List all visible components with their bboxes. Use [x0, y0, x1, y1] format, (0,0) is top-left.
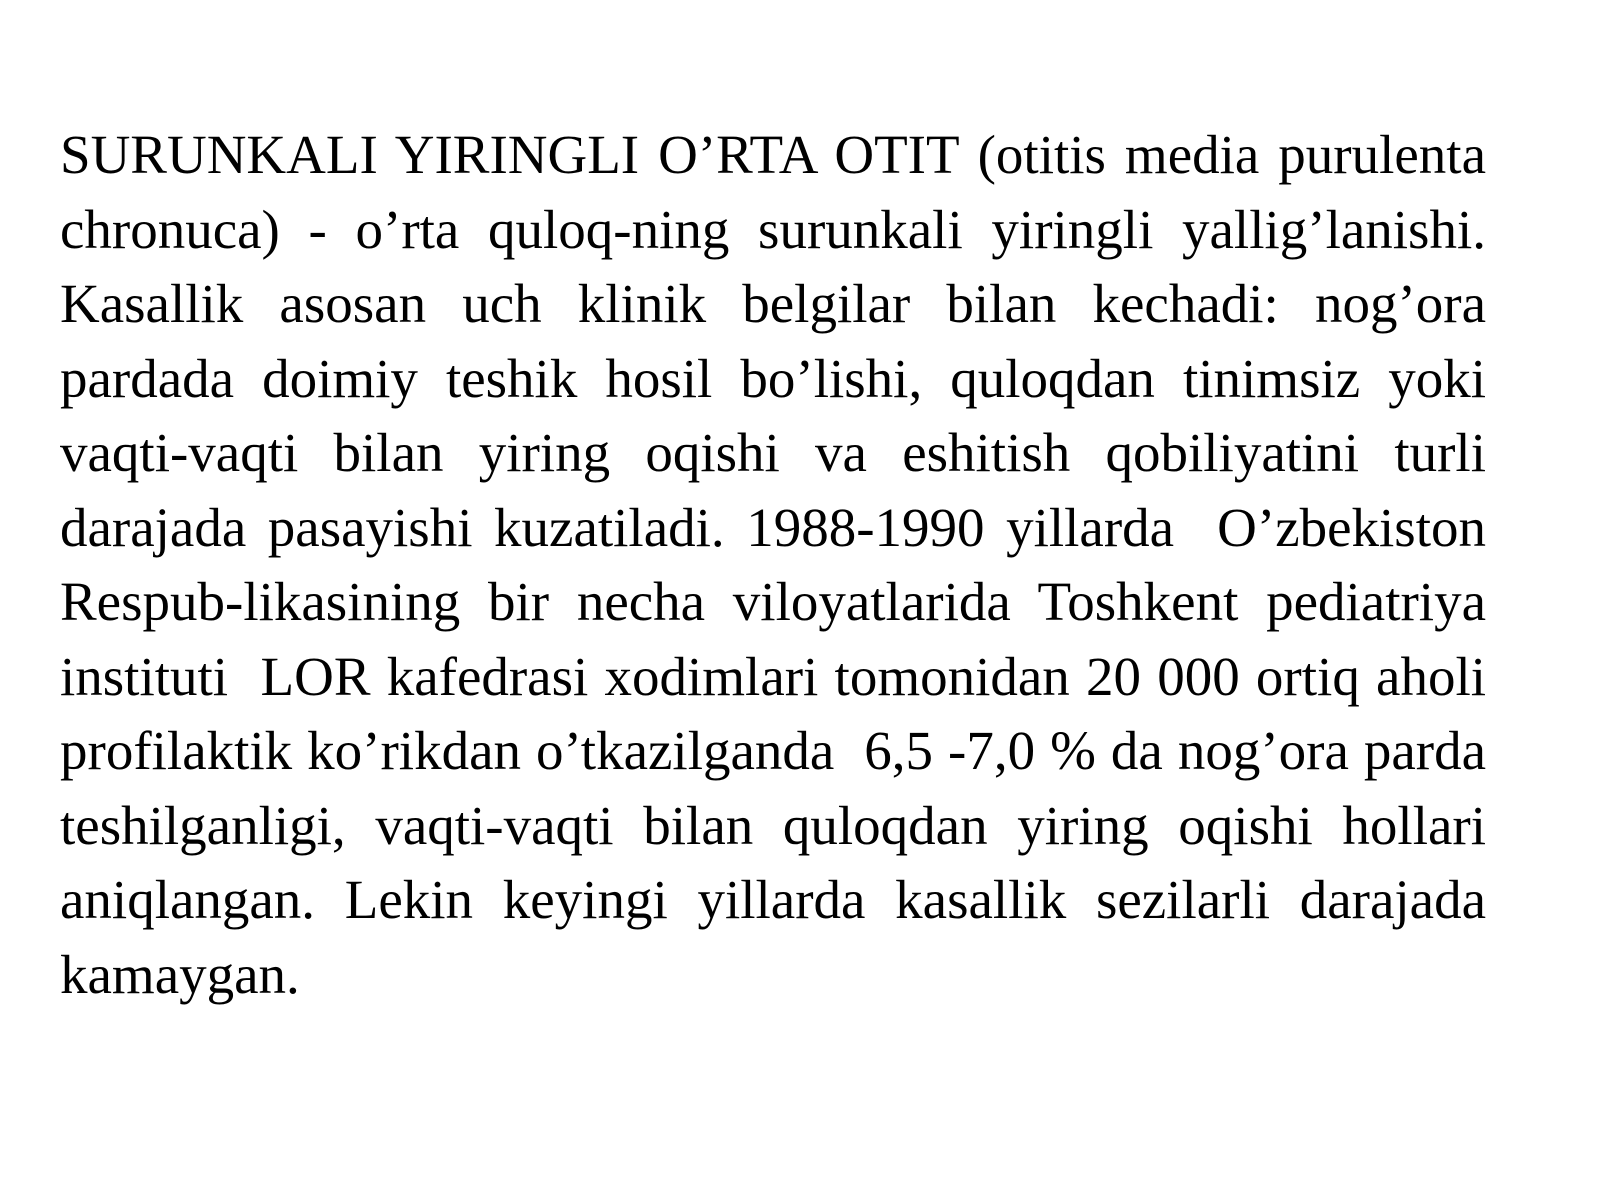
paragraph-title: SURUNKALI YIRINGLI O’RTA OTIT [60, 124, 959, 185]
paragraph-body: (otitis media purulenta chronuca) - o’rta quloq-ning surunkali yiringli yallig’lanishi. Kasallik asosan uch klinik belgilar bilan kechadi: nog’ora pardada doimiy teshik hosil bo’lishi, quloqdan tinimsiz yoki vaqti-vaqti bilan yiring oqishi va eshitish qobiliyatini turli darajada pasayishi kuzatiladi. 1988-1990 yillarda O’zbekiston Respub-likasining bir necha viloyatlarida Toshkent pediatriya instituti LOR kafedrasi xodimlari tomonidan 20 000 ortiq aholi profilaktik ko’rikdan o’tkazilganda 6,5 -7,0 % da nog’ora parda teshilganligi, vaqti-vaqti bilan quloqdan yiring oqishi hollari aniqlangan. Lekin keyingi yillarda kasallik sezilarli darajada kamaygan. [60, 124, 1514, 1005]
body-paragraph [60, 118, 1514, 1012]
